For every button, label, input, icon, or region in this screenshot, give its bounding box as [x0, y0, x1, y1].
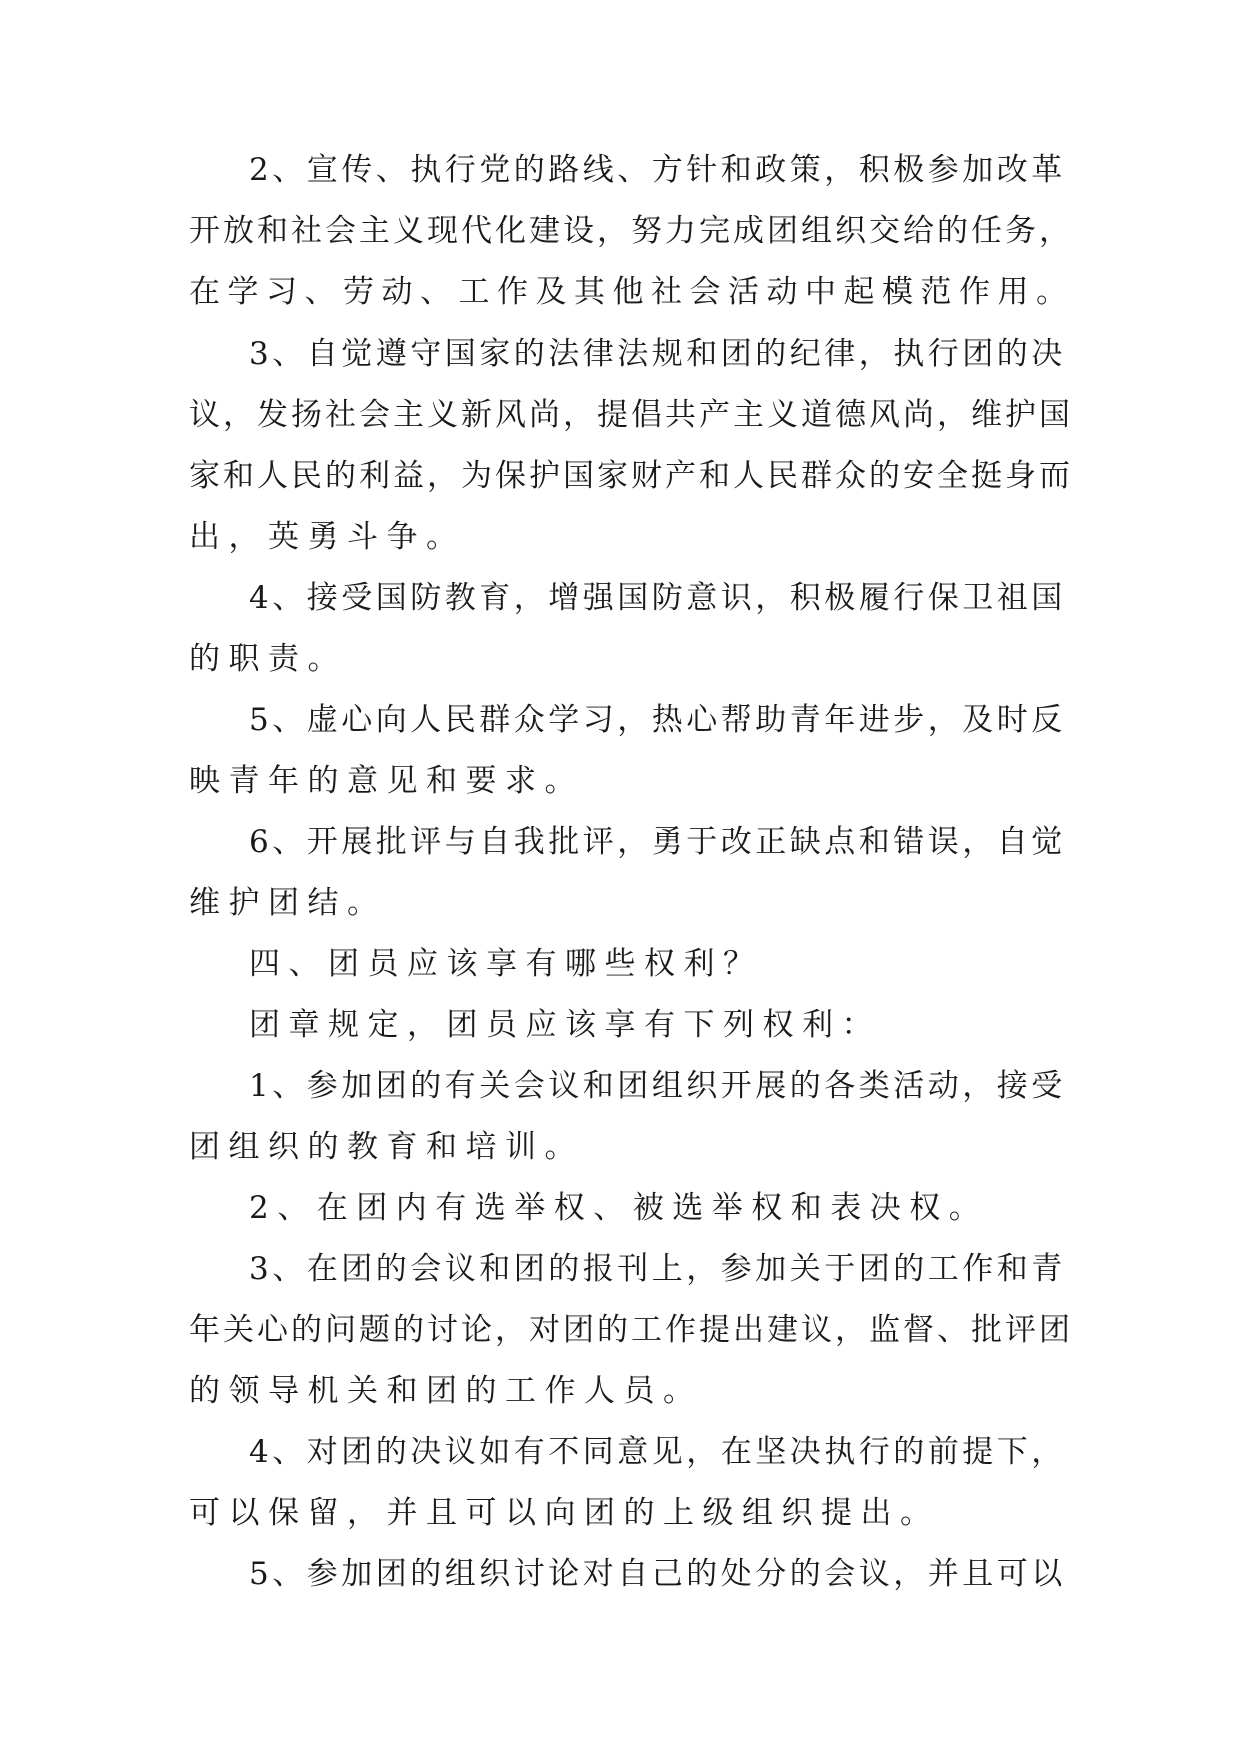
text-line: 映青年的意见和要求。	[189, 763, 584, 799]
text-line: 2、宣传、执行党的路线、方针和政策，积极参加改革	[249, 152, 1066, 188]
text-line: 在学习、劳动、工作及其他社会活动中起模范作用。	[189, 274, 1075, 310]
section-heading: 四、团员应该享有哪些权利？	[249, 946, 763, 982]
text-line: 家和人民的利益，为保护国家财产和人民群众的安全挺身而	[189, 458, 1073, 494]
text-line: 6、开展批评与自我批评，勇于改正缺点和错误，自觉	[249, 824, 1066, 860]
text-line: 1、参加团的有关会议和团组织开展的各类活动，接受	[249, 1068, 1066, 1104]
text-line: 的领导机关和团的工作人员。	[189, 1373, 703, 1409]
text-line: 维护团结。	[189, 885, 387, 921]
text-line: 开放和社会主义现代化建设，努力完成团组织交给的任务，	[189, 213, 1073, 249]
text-line: 5、虚心向人民群众学习，热心帮助青年进步，及时反	[249, 702, 1066, 738]
text-line: 团组织的教育和培训。	[189, 1129, 584, 1165]
text-line: 3、自觉遵守国家的法律法规和团的纪律，执行团的决	[249, 336, 1066, 372]
text-line: 4、对团的决议如有不同意见，在坚决执行的前提下，	[249, 1434, 1066, 1470]
text-line: 3、在团的会议和团的报刊上，参加关于团的工作和青	[249, 1251, 1066, 1287]
text-line: 4、接受国防教育，增强国防意识，积极履行保卫祖国	[249, 580, 1066, 616]
text-line: 出，英勇斗争。	[189, 519, 466, 555]
text-line: 可以保留，并且可以向团的上级组织提出。	[189, 1495, 940, 1531]
text-line: 5、参加团的组织讨论对自己的处分的会议，并且可以	[249, 1556, 1066, 1592]
text-line: 的职责。	[189, 641, 347, 677]
text-line: 团章规定，团员应该享有下列权利：	[249, 1007, 881, 1043]
text-line: 议，发扬社会主义新风尚，提倡共产主义道德风尚，维护国	[189, 397, 1073, 433]
text-line: 2、在团内有选举权、被选举权和表决权。	[249, 1190, 989, 1226]
text-line: 年关心的问题的讨论，对团的工作提出建议，监督、批评团	[189, 1312, 1073, 1348]
